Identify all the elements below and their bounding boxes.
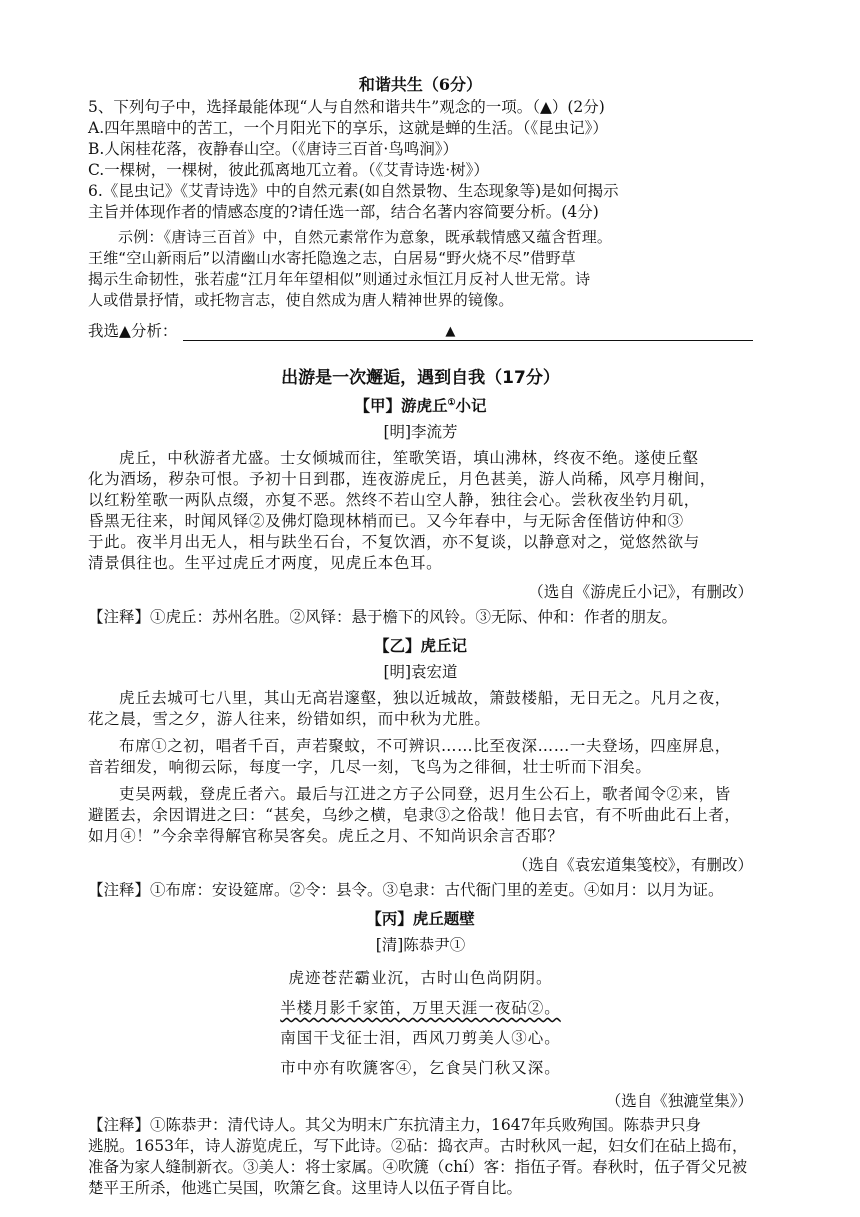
- passage-bing-source: （选自《独漉堂集》）: [605, 1092, 753, 1110]
- question-6-line-1: 6.《昆虫记》《艾青诗选》中的自然元素(如自然景物、生态现象等)是如何揭示: [88, 182, 619, 200]
- passage-jia-body: [88, 448, 753, 469]
- poem-line: 南国干戈征士泪，西风刀剪美人③心。: [280, 1029, 561, 1047]
- passage-jia-title: [88, 394, 753, 416]
- passage-yi-title: 【乙】虎丘记: [373, 636, 467, 655]
- note-line: 【注释】①陈恭尹：清代诗人。其父为明末广东抗清主力，1647年兵败殉国。陈恭尹只身: [88, 1116, 701, 1134]
- note-line: 逃脱。1653年，诗人游览虎丘，写下此诗。②砧：捣衣声。古时秋风一起，妇女们在砧上捣布，: [88, 1137, 748, 1155]
- example-line: 王维“空山新雨后”以清幽山水寄托隐逸之志，白居易“野火烧不尽”借野草: [88, 249, 576, 267]
- passage-yi-para-3: [88, 784, 753, 805]
- passage-line: 昏黑无往来，时闻风铎②及佛灯隐现林梢而已。又今年春中，与无际舍侄偕访仲和③: [88, 512, 684, 530]
- passage-jia-title-pre: 【甲】游虎丘: [354, 396, 448, 415]
- passage-jia-source: （选自《游虎丘小记》，有删改）: [528, 583, 753, 601]
- poem-line: 市中亦有吹篪客④，乞食吴门秋又深。: [280, 1059, 561, 1077]
- passage-bing-note: [88, 1115, 753, 1199]
- passage-line: 虎丘去城可七八里，其山无高岩邃壑，独以近城故，箫鼓楼船，无日无之。凡月之夜，: [119, 689, 731, 707]
- passage-line: 虎丘，中秋游者尤盛。士女倾城而往，笙歌笑语，填山沸林，终夜不绝。遂使丘壑: [119, 449, 699, 467]
- passage-yi-para-1: [88, 688, 753, 709]
- passage-jia-note: 【注释】①虎丘：苏州名胜。②风铎：悬于檐下的风铃。③无际、仲和：作者的朋友。: [88, 608, 678, 626]
- passage-jia-title-post: 小记: [455, 396, 487, 415]
- example-answer: [88, 227, 753, 311]
- answer-row: [88, 317, 753, 341]
- passage-line: 化为酒场，秽杂可恨。予初十日到郡，连夜游虎丘，月色甚美，游人尚稀，风亭月榭间，: [88, 470, 716, 488]
- passage-line: 清景俱往也。生平过虎丘才两度，见虎丘本色耳。: [88, 554, 443, 572]
- footnote-marker: ①: [447, 397, 456, 408]
- passage-bing-author: [清]陈恭尹①: [375, 936, 466, 954]
- passage-yi-author: [明]袁宏道: [383, 663, 458, 681]
- question-6-line-2: 主旨并体现作者的情感态度的?请任选一部，结合名著内容简要分析。(4分): [88, 203, 599, 221]
- note-line: 楚平王所杀，他逃亡吴国，吹箫乞食。这里诗人以伍子胥自比。: [88, 1179, 523, 1197]
- poem-line-underlined: 半楼月影千家笛，万里天涯一夜砧②。: [280, 999, 561, 1017]
- passage-jia-body-cont: [88, 469, 753, 574]
- poem: [88, 963, 753, 1083]
- passage-jia-author: [明]李流芳: [383, 423, 458, 441]
- passage-bing-title: 【丙】虎丘题壁: [366, 909, 475, 928]
- passage-line: 吏吴两载，登虎丘者六。最后与江进之方子公同登，迟月生公石上，歌者闻令②来，皆: [119, 785, 731, 803]
- poem-line: 虎迹苍茫霸业沉，古时山色尚阴阴。: [288, 969, 553, 987]
- note-line: 准备为家人缝制新衣。③美人：将士家属。④吹篪（chí）客：指伍子胥。春秋时，伍子胥父兄被: [88, 1158, 748, 1176]
- example-line: 人或借景抒情，或托物言志，使自然成为唐人精神世界的镜像。: [88, 291, 514, 309]
- passage-line: 避匿去，余因谓进之曰：“甚矣，乌纱之横，皂隶③之俗哉！他日去官，有不听曲此石上者，: [88, 806, 741, 824]
- passage-line: 音若细发，响彻云际，每度一字，几尽一刻，飞鸟为之徘徊，壮士听而下泪矣。: [88, 758, 652, 776]
- passage-yi-para-2-cont: [88, 757, 753, 778]
- answer-triangle-icon: ▲: [445, 324, 456, 339]
- passage-yi-note: 【注释】①布席：安设筵席。②令：县令。③皂隶：古代衙门里的差吏。④如月：以月为证。: [88, 881, 724, 899]
- option-b: B.人闲桂花落，夜静春山空。（《唐诗三百首·鸟鸣涧》）: [88, 140, 458, 158]
- passage-line: 布席①之初，唱者千百，声若聚蚊，不可辨识……比至夜深……一夫登场，四座屏息，: [119, 737, 731, 755]
- harmony-section: [88, 74, 753, 341]
- answer-blank-line[interactable]: [183, 320, 753, 341]
- passage-yi-para-1-cont: [88, 709, 753, 730]
- section-title-travel: 出游是一次邂逅，遇到自我（17分）: [281, 368, 560, 388]
- passage-yi-para-2: [88, 736, 753, 757]
- passage-yi-source: （选自《袁宏道集笺校》，有删改）: [512, 856, 753, 874]
- exam-page: [88, 62, 753, 1199]
- section-title-harmony: 和谐共生（6分）: [358, 75, 483, 94]
- option-a: A.四年黑暗中的苦工，一个月阳光下的享乐，这就是蝉的生活。（《昆虫记》）: [88, 119, 608, 137]
- option-c: C.一棵树，一棵树，彼此孤离地兀立着。（《艾青诗选·树》）: [88, 161, 489, 179]
- example-line: 揭示生命韧性，张若虚“江月年年望相似”则通过永恒江月反衬人世无常。诗: [88, 270, 591, 288]
- passage-yi-para-3-cont: [88, 805, 753, 847]
- answer-prefix: 我选▲分析：: [88, 322, 178, 340]
- question-5: 5、下列句子中，选择最能体现“人与自然和谐共牛”观念的一项。（▲）(2分): [88, 98, 605, 116]
- passage-line: 以红粉笙歌一两队点缀，亦复不恶。然终不若山空人静，独往会心。尝秋夜坐钓月矶，: [88, 491, 700, 509]
- passage-line: 于此。夜半月出无人，相与趺坐石台，不复饮酒，亦不复谈，以静意对之，觉悠然欲与: [88, 533, 700, 551]
- passage-line: 如月④！”今余幸得解官称吴客矣。虎丘之月、不知尚识余言否耶？: [88, 827, 564, 845]
- passage-line: 花之晨，雪之夕，游人往来，纷错如织，而中秋为尤胜。: [88, 710, 491, 728]
- example-line: 示例：《唐诗三百首》中，自然元素常作为意象，既承载情感又蕴含哲理。: [118, 228, 613, 246]
